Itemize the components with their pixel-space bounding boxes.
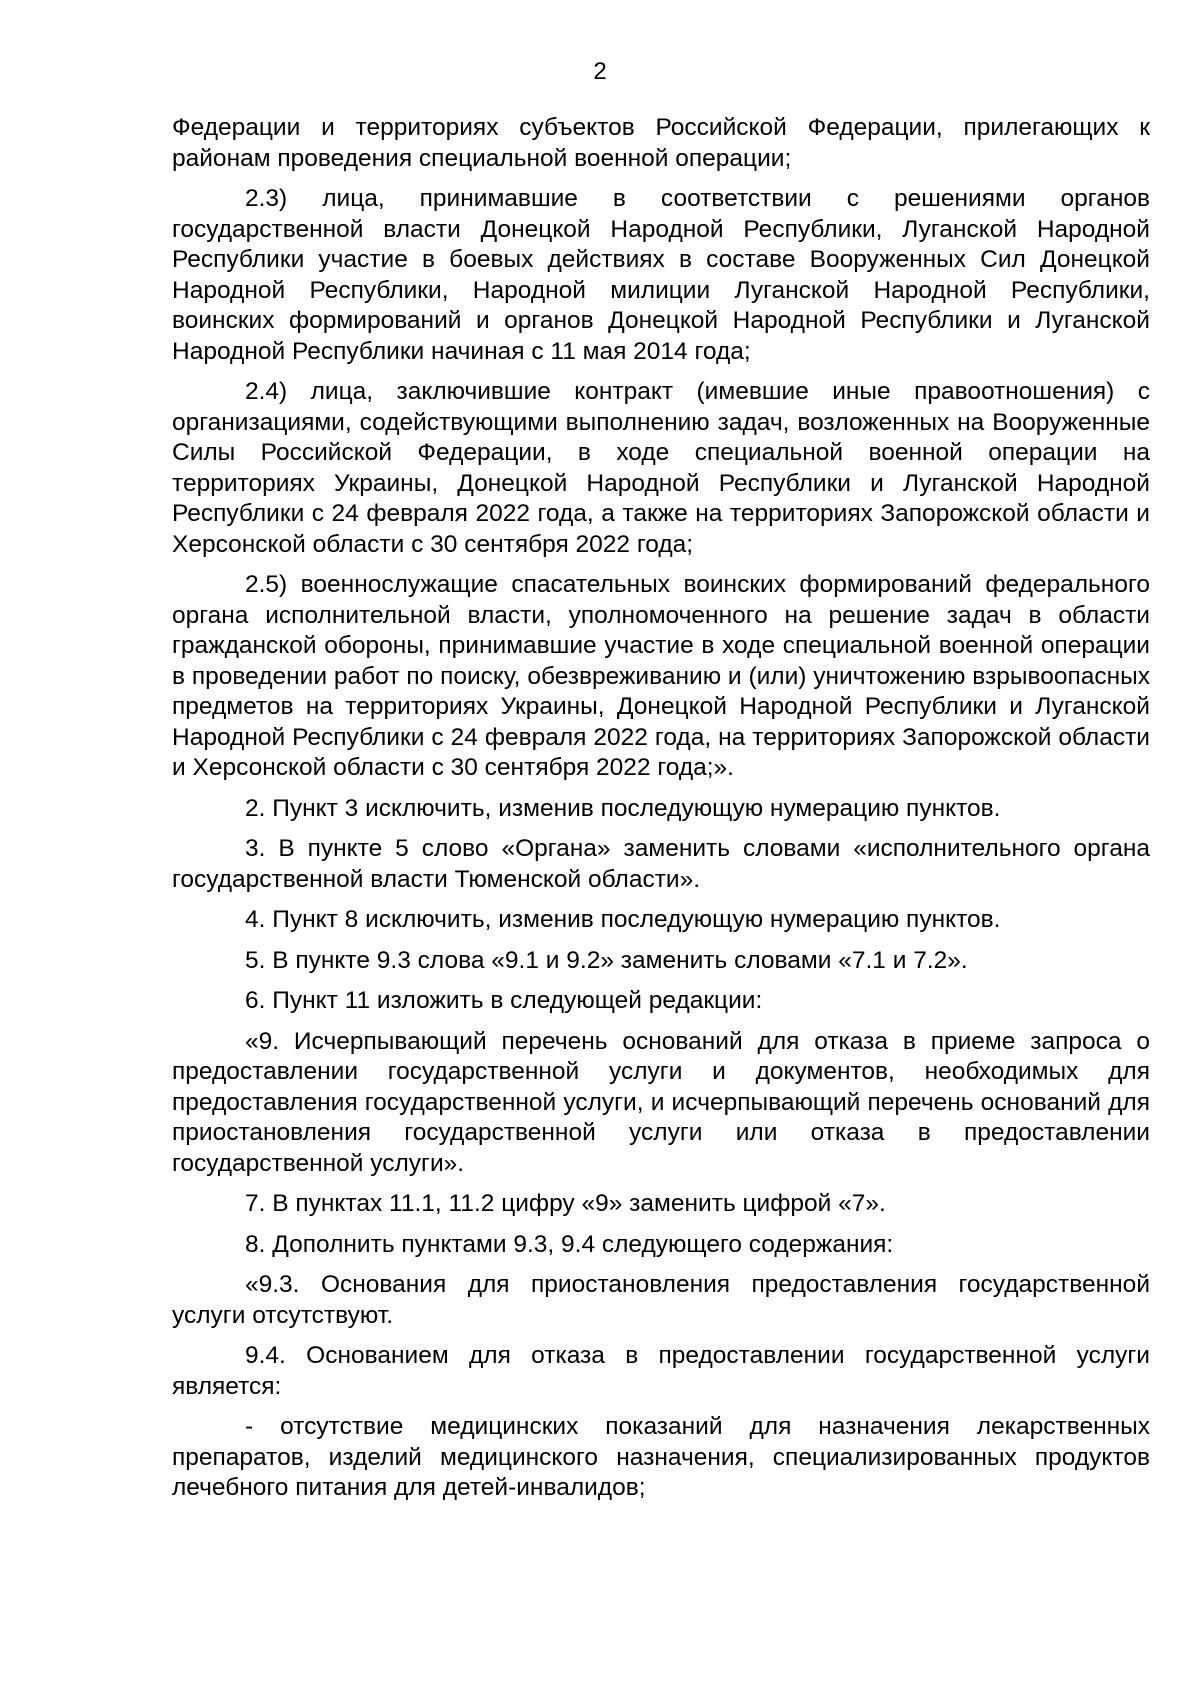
paragraph-2-4: 2.4) лица, заключившие контракт (имевшие иные правоотношения) с организациями, содействующими выполнению задач, возложенных на Вооруженные Силы Российской Федерации, в ходе специальной военной операции на территориях Украины, Донецкой Народной Республики и Луганской Народной Республики с 24 февраля 2022 года, а также на территориях Запорожской области и Херсонской области с 30 сентября 2022 года;	[172, 378, 1150, 558]
document-body	[172, 113, 1150, 1514]
paragraph-2-3: 2.3) лица, принимавшие в соответствии с решениями органов государственной власти Донецкой Народной Республики, Луганской Народной Республики участие в боевых действиях в составе Вооруженных Сил Донецкой Народной Республики, Народной милиции Луганской Народной Республики, воинских формирований и органов Донецкой Народной Республики и Луганской Народной Республики начиная с 11 мая 2014 года;	[172, 185, 1150, 365]
paragraph-item-4: 4. Пункт 8 исключить, изменив последующую нумерацию пунктов.	[245, 906, 1001, 933]
paragraph-quote-9: «9. Исчерпывающий перечень оснований для отказа в приеме запроса о предоставлении государственной услуги и документов, необходимых для предоставления государственной услуги, и исчерпывающий перечень оснований для приостановления государственной услуги или отказа в предоставлении государственной услуги».	[172, 1027, 1150, 1177]
paragraph-9-4: 9.4. Основанием для отказа в предоставлении государственной услуги является:	[172, 1342, 1150, 1400]
paragraph-continuation: Федерации и территориях субъектов Российской Федерации, прилегающих к районам проведения специальной военной операции;	[172, 114, 1150, 172]
paragraph-2-5: 2.5) военнослужащие спасательных воинских формирований федерального органа исполнительной власти, уполномоченного на решение задач в области гражданской обороны, принимавшие участие в ходе специальной военной операции в проведении работ по поиску, обезвреживанию и (или) уничтожению взрывоопасных предметов на территориях Украины, Донецкой Народной Республики и Луганской Народной Республики с 24 февраля 2022 года, на территориях Запорожской области и Херсонской области с 30 сентября 2022 года;».	[172, 571, 1150, 781]
page-number: 2	[593, 58, 607, 85]
paragraph-item-5: 5. В пункте 9.3 слова «9.1 и 9.2» заменить словами «7.1 и 7.2».	[245, 946, 968, 974]
paragraph-item-6: 6. Пункт 11 изложить в следующей редакции:	[245, 987, 763, 1014]
paragraph-quote-9-3: «9.3. Основания для приостановления предоставления государственной услуги отсутствуют.	[172, 1271, 1150, 1329]
paragraph-item-3: 3. В пункте 5 слово «Органа» заменить словами «исполнительного органа государственной власти Тюменской области».	[172, 835, 1150, 893]
paragraph-bullet: - отсутствие медицинских показаний для назначения лекарственных препаратов, изделий медицинского назначения, специализированных продуктов лечебного питания для детей-инвалидов;	[172, 1413, 1150, 1501]
paragraph-item-2: 2. Пункт 3 исключить, изменив последующую нумерацию пунктов.	[245, 794, 1001, 822]
paragraph-item-8: 8. Дополнить пунктами 9.3, 9.4 следующего содержания:	[245, 1230, 894, 1258]
paragraph-item-7: 7. В пунктах 11.1, 11.2 цифру «9» заменить цифрой «7».	[245, 1190, 886, 1217]
